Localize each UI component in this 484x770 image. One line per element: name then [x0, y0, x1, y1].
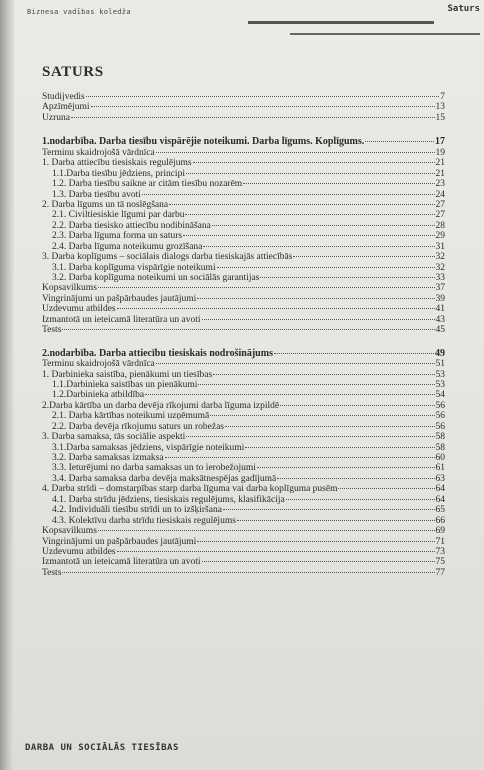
toc-leader-dots — [225, 426, 434, 427]
toc-leader-dots — [212, 225, 435, 226]
toc-entry-label: 1.nodarbība. Darba tiesību vispārējie noteikumi. Darba līgums. Koplīgums. — [42, 136, 365, 148]
header-section-name: Saturs — [447, 4, 480, 14]
toc-intro-group — [42, 92, 445, 123]
toc-entry-label: Kopsavilkums — [42, 283, 97, 294]
toc-entry — [42, 401, 445, 411]
toc-entry — [42, 380, 445, 390]
toc-entry — [42, 263, 445, 273]
toc-leader-dots — [142, 194, 435, 195]
toc-entry-label: 1.3. Darba tiesību avoti — [52, 189, 141, 200]
toc-entry-page: 56 — [435, 421, 445, 432]
toc-leader-dots — [223, 509, 435, 510]
toc-entry — [42, 325, 445, 335]
toc-entry-page: 64 — [435, 484, 445, 495]
header-rule-bottom — [290, 33, 480, 35]
toc-entry-page: 61 — [435, 463, 445, 474]
toc-leader-dots — [156, 363, 435, 364]
toc-leader-dots — [91, 106, 435, 107]
toc-entry — [42, 453, 445, 463]
toc-leader-dots — [202, 319, 435, 320]
toc-entry — [42, 516, 445, 526]
toc-entry-label: Studijvedis — [42, 92, 85, 102]
toc-leader-dots — [293, 256, 434, 257]
toc-entry-page: 77 — [435, 567, 445, 578]
toc-entry-page: 24 — [435, 189, 445, 200]
toc-entry — [42, 315, 445, 325]
toc-entry — [42, 411, 445, 421]
toc-entry-label: 2.1. Civiltiesiskie līgumi par darbu — [52, 210, 185, 221]
toc-entry-label: 3.1.Darba samaksas jēdziens, vispārīgie noteikumi — [52, 442, 245, 453]
toc-leader-dots — [98, 530, 435, 531]
toc-entry-label: 2. Darba līgums un tā noslēgšana — [42, 199, 169, 210]
toc-entry — [42, 495, 445, 505]
toc-entry-page: 64 — [435, 494, 445, 505]
toc-leader-dots — [365, 141, 434, 142]
toc-entry — [42, 422, 445, 432]
toc-leader-dots — [186, 436, 434, 437]
toc-entry-page: 21 — [435, 158, 445, 169]
toc-entry-label: 2.nodarbība. Darba attiecību tiesiskais nodrošinājums — [42, 347, 273, 359]
toc-entry-label: 1.1.Darba tiesību jēdziens, principi — [52, 168, 185, 179]
toc-leader-dots — [156, 152, 435, 153]
toc-leader-dots — [245, 447, 434, 448]
toc-entry-label: Izmantotā un ieteicamā literatūra un avoti — [42, 314, 201, 325]
toc-entry-page: 65 — [435, 505, 445, 516]
toc-entry — [42, 294, 445, 304]
toc-leader-dots — [197, 298, 434, 299]
toc-section-2 — [42, 349, 445, 579]
toc-leader-dots — [185, 214, 434, 215]
toc-entry-page: 43 — [435, 314, 445, 325]
toc-entry — [42, 200, 445, 210]
book-binding-shadow — [0, 0, 14, 770]
toc-leader-dots — [217, 267, 435, 268]
toc-entry-page: 27 — [435, 210, 445, 221]
toc-leader-dots — [197, 541, 434, 542]
toc-entry-page: 32 — [435, 262, 445, 273]
toc-entry — [42, 242, 445, 252]
toc-entry-label: 1.2.Darbinieka atbildība — [52, 390, 145, 401]
toc-entry-page: 56 — [435, 400, 445, 411]
toc-entry-label: Uzdevumu atbildes — [42, 546, 116, 557]
toc-leader-dots — [203, 246, 434, 247]
toc-entry-label: 2.2. Darba tiesisko attiecību nodibināšana — [52, 220, 211, 231]
toc-leader-dots — [213, 374, 434, 375]
toc-entry-label: 3. Darba samaksa, tās sociālie aspekti — [42, 432, 186, 443]
toc-leader-dots — [257, 467, 435, 468]
toc-entry-page: 51 — [435, 359, 445, 370]
toc-entry — [42, 463, 445, 473]
toc-entry — [42, 370, 445, 380]
toc-entry-label: 1. Darba attiecību tiesiskais regulējums — [42, 158, 192, 169]
toc-entry-label: Vingrinājumi un pašpārbaudes jautājumi — [42, 293, 197, 304]
toc-entry-label: Izmantotā un ieteicamā literatūra un avoti — [42, 557, 201, 568]
toc-entry-page: 53 — [435, 369, 445, 380]
toc-entry-page: 75 — [435, 557, 445, 568]
toc-entry-label: Terminu skaidrojošā vārdnīca — [42, 147, 155, 158]
toc-leader-dots — [71, 117, 435, 118]
toc-entry — [42, 557, 445, 567]
table-of-contents — [42, 92, 445, 578]
toc-leader-dots — [165, 457, 435, 458]
toc-entry-label: 1. Darbinieka saistība, pienākumi un tiesības — [42, 369, 213, 380]
toc-entry-page: 7 — [440, 92, 445, 102]
toc-leader-dots — [86, 96, 439, 97]
toc-section-1 — [42, 137, 445, 335]
toc-spacer — [42, 123, 445, 137]
page-title: SATURS — [42, 64, 104, 80]
toc-entry-page: 33 — [435, 273, 445, 283]
toc-entry-page: 54 — [435, 390, 445, 401]
toc-entry-label: 2.1. Darba kārtības noteikumi uzņēmumā — [52, 411, 210, 422]
toc-entry-label: 1.2. Darba tiesību saikne ar citām tiesību nozarēm — [52, 179, 243, 190]
toc-entry-label: 3. Darba koplīgums – sociālais dialogs darba tiesiskajās attiecībās — [42, 252, 293, 263]
toc-entry — [42, 273, 445, 283]
toc-entry-label: Terminu skaidrojošā vārdnīca — [42, 359, 155, 370]
toc-entry — [42, 137, 445, 147]
toc-entry-label: 2.3. Darba līguma forma un saturs — [52, 231, 183, 242]
toc-entry-label: Uzdevumu atbildes — [42, 304, 116, 315]
toc-entry-page: 45 — [435, 325, 445, 336]
toc-entry-page: 66 — [435, 515, 445, 526]
toc-entry-label: 3.1. Darba koplīguma vispārīgie noteikumi — [52, 262, 216, 273]
toc-entry-page: 69 — [435, 526, 445, 537]
toc-entry-label: 3.3. Ieturējumi no darba samaksas un to ierobežojumi — [52, 463, 256, 474]
toc-entry-page: 28 — [435, 220, 445, 231]
toc-entry-label: Tests — [42, 567, 62, 578]
toc-leader-dots — [274, 353, 434, 354]
toc-entry — [42, 148, 445, 158]
toc-leader-dots — [145, 394, 434, 395]
toc-entry-label: 4.3. Kolektīvu darba strīdu tiesiskais regulējums — [52, 515, 236, 526]
toc-entry — [42, 484, 445, 494]
toc-entry — [42, 113, 445, 123]
toc-entry-page: 19 — [435, 147, 445, 158]
toc-leader-dots — [202, 561, 435, 562]
toc-leader-dots — [198, 384, 434, 385]
toc-entry-page: 31 — [435, 241, 445, 252]
toc-entry — [42, 547, 445, 557]
toc-entry — [42, 283, 445, 293]
toc-entry-page: 13 — [435, 102, 445, 113]
toc-entry-page: 49 — [435, 347, 445, 359]
toc-entry-page: 56 — [435, 411, 445, 422]
toc-entry — [42, 221, 445, 231]
toc-entry-label: Tests — [42, 325, 62, 336]
toc-leader-dots — [338, 488, 434, 489]
toc-entry — [42, 231, 445, 241]
toc-entry — [42, 158, 445, 168]
toc-entry-label: 2.2. Darba devēja rīkojumu saturs un robežas — [52, 421, 225, 432]
toc-entry-label: 3.2. Darba samaksas izmaksa — [52, 453, 164, 463]
toc-leader-dots — [117, 308, 435, 309]
toc-entry-label: Kopsavilkums — [42, 526, 97, 537]
toc-leader-dots — [169, 204, 434, 205]
toc-entry — [42, 210, 445, 220]
toc-entry — [42, 537, 445, 547]
toc-entry — [42, 505, 445, 515]
toc-entry — [42, 390, 445, 400]
toc-leader-dots — [210, 415, 434, 416]
toc-entry-label: 4.2. Individuāli tiesību strīdi un to izšķiršana — [52, 505, 222, 516]
toc-spacer — [42, 336, 445, 349]
toc-entry-page: 17 — [435, 136, 445, 148]
toc-leader-dots — [183, 235, 434, 236]
toc-entry — [42, 349, 445, 359]
toc-leader-dots — [62, 329, 434, 330]
toc-leader-dots — [117, 551, 435, 552]
toc-entry — [42, 432, 445, 442]
toc-leader-dots — [277, 478, 434, 479]
toc-entry-page: 58 — [435, 442, 445, 453]
header-rule-top — [248, 21, 434, 24]
toc-entry-page: 27 — [435, 199, 445, 210]
toc-entry-label: Uzruna — [42, 112, 70, 123]
toc-entry-label: Vingrinājumi un pašpārbaudes jautājumi — [42, 536, 197, 547]
toc-entry-page: 41 — [435, 304, 445, 315]
toc-entry — [42, 169, 445, 179]
toc-entry-page: 21 — [435, 168, 445, 179]
toc-entry — [42, 190, 445, 200]
toc-entry — [42, 304, 445, 314]
toc-entry-page: 58 — [435, 432, 445, 443]
toc-leader-dots — [243, 183, 434, 184]
toc-leader-dots — [237, 520, 435, 521]
toc-leader-dots — [193, 162, 435, 163]
toc-entry-page: 29 — [435, 231, 445, 242]
toc-entry-label: 4.1. Darba strīdu jēdziens, tiesiskais regulējums, klasifikācija — [52, 494, 285, 505]
toc-leader-dots — [260, 277, 434, 278]
toc-entry-label: 2.4. Darba līguma noteikumu grozīšana — [52, 241, 203, 252]
toc-leader-dots — [98, 287, 435, 288]
toc-entry-page: 73 — [435, 546, 445, 557]
toc-entry-page: 39 — [435, 293, 445, 304]
toc-entry-page: 32 — [435, 252, 445, 263]
toc-entry-label: Apzīmējumi — [42, 102, 90, 113]
toc-entry — [42, 526, 445, 536]
toc-entry-page: 63 — [435, 473, 445, 484]
toc-entry-page: 37 — [435, 283, 445, 294]
toc-entry-label: 1.1.Darbinieka saistības un pienākumi — [52, 379, 198, 390]
header-college-name: Biznesa vadības koledža — [27, 8, 131, 16]
toc-leader-dots — [62, 572, 434, 573]
toc-entry-label: 3.4. Darba samaksa darba devēja maksātnespējas gadījumā — [52, 473, 277, 484]
toc-entry-page: 15 — [435, 112, 445, 123]
toc-entry-label: 2.Darba kārtība un darba devēja rīkojumi darba līguma izpildē — [42, 400, 280, 411]
toc-entry-page: 60 — [435, 453, 445, 463]
toc-leader-dots — [280, 405, 434, 406]
toc-entry-label: 4. Darba strīdi – domstarpības starp darba līguma vai darba koplīguma pusēm — [42, 484, 338, 495]
toc-entry — [42, 92, 445, 102]
toc-entry — [42, 568, 445, 578]
toc-leader-dots — [286, 499, 435, 500]
toc-entry — [42, 252, 445, 262]
toc-entry-page: 53 — [435, 379, 445, 390]
footer-book-title: DARBA UN SOCIĀLĀS TIESĪBAS — [25, 743, 179, 753]
toc-entry — [42, 179, 445, 189]
toc-entry-page: 23 — [435, 179, 445, 190]
toc-leader-dots — [186, 173, 435, 174]
toc-entry — [42, 443, 445, 453]
toc-entry-page: 71 — [435, 536, 445, 547]
toc-entry — [42, 474, 445, 484]
toc-entry — [42, 102, 445, 112]
toc-entry-label: 3.2. Darba koplīguma noteikumi un sociālās garantijas — [52, 273, 260, 283]
toc-entry — [42, 359, 445, 369]
